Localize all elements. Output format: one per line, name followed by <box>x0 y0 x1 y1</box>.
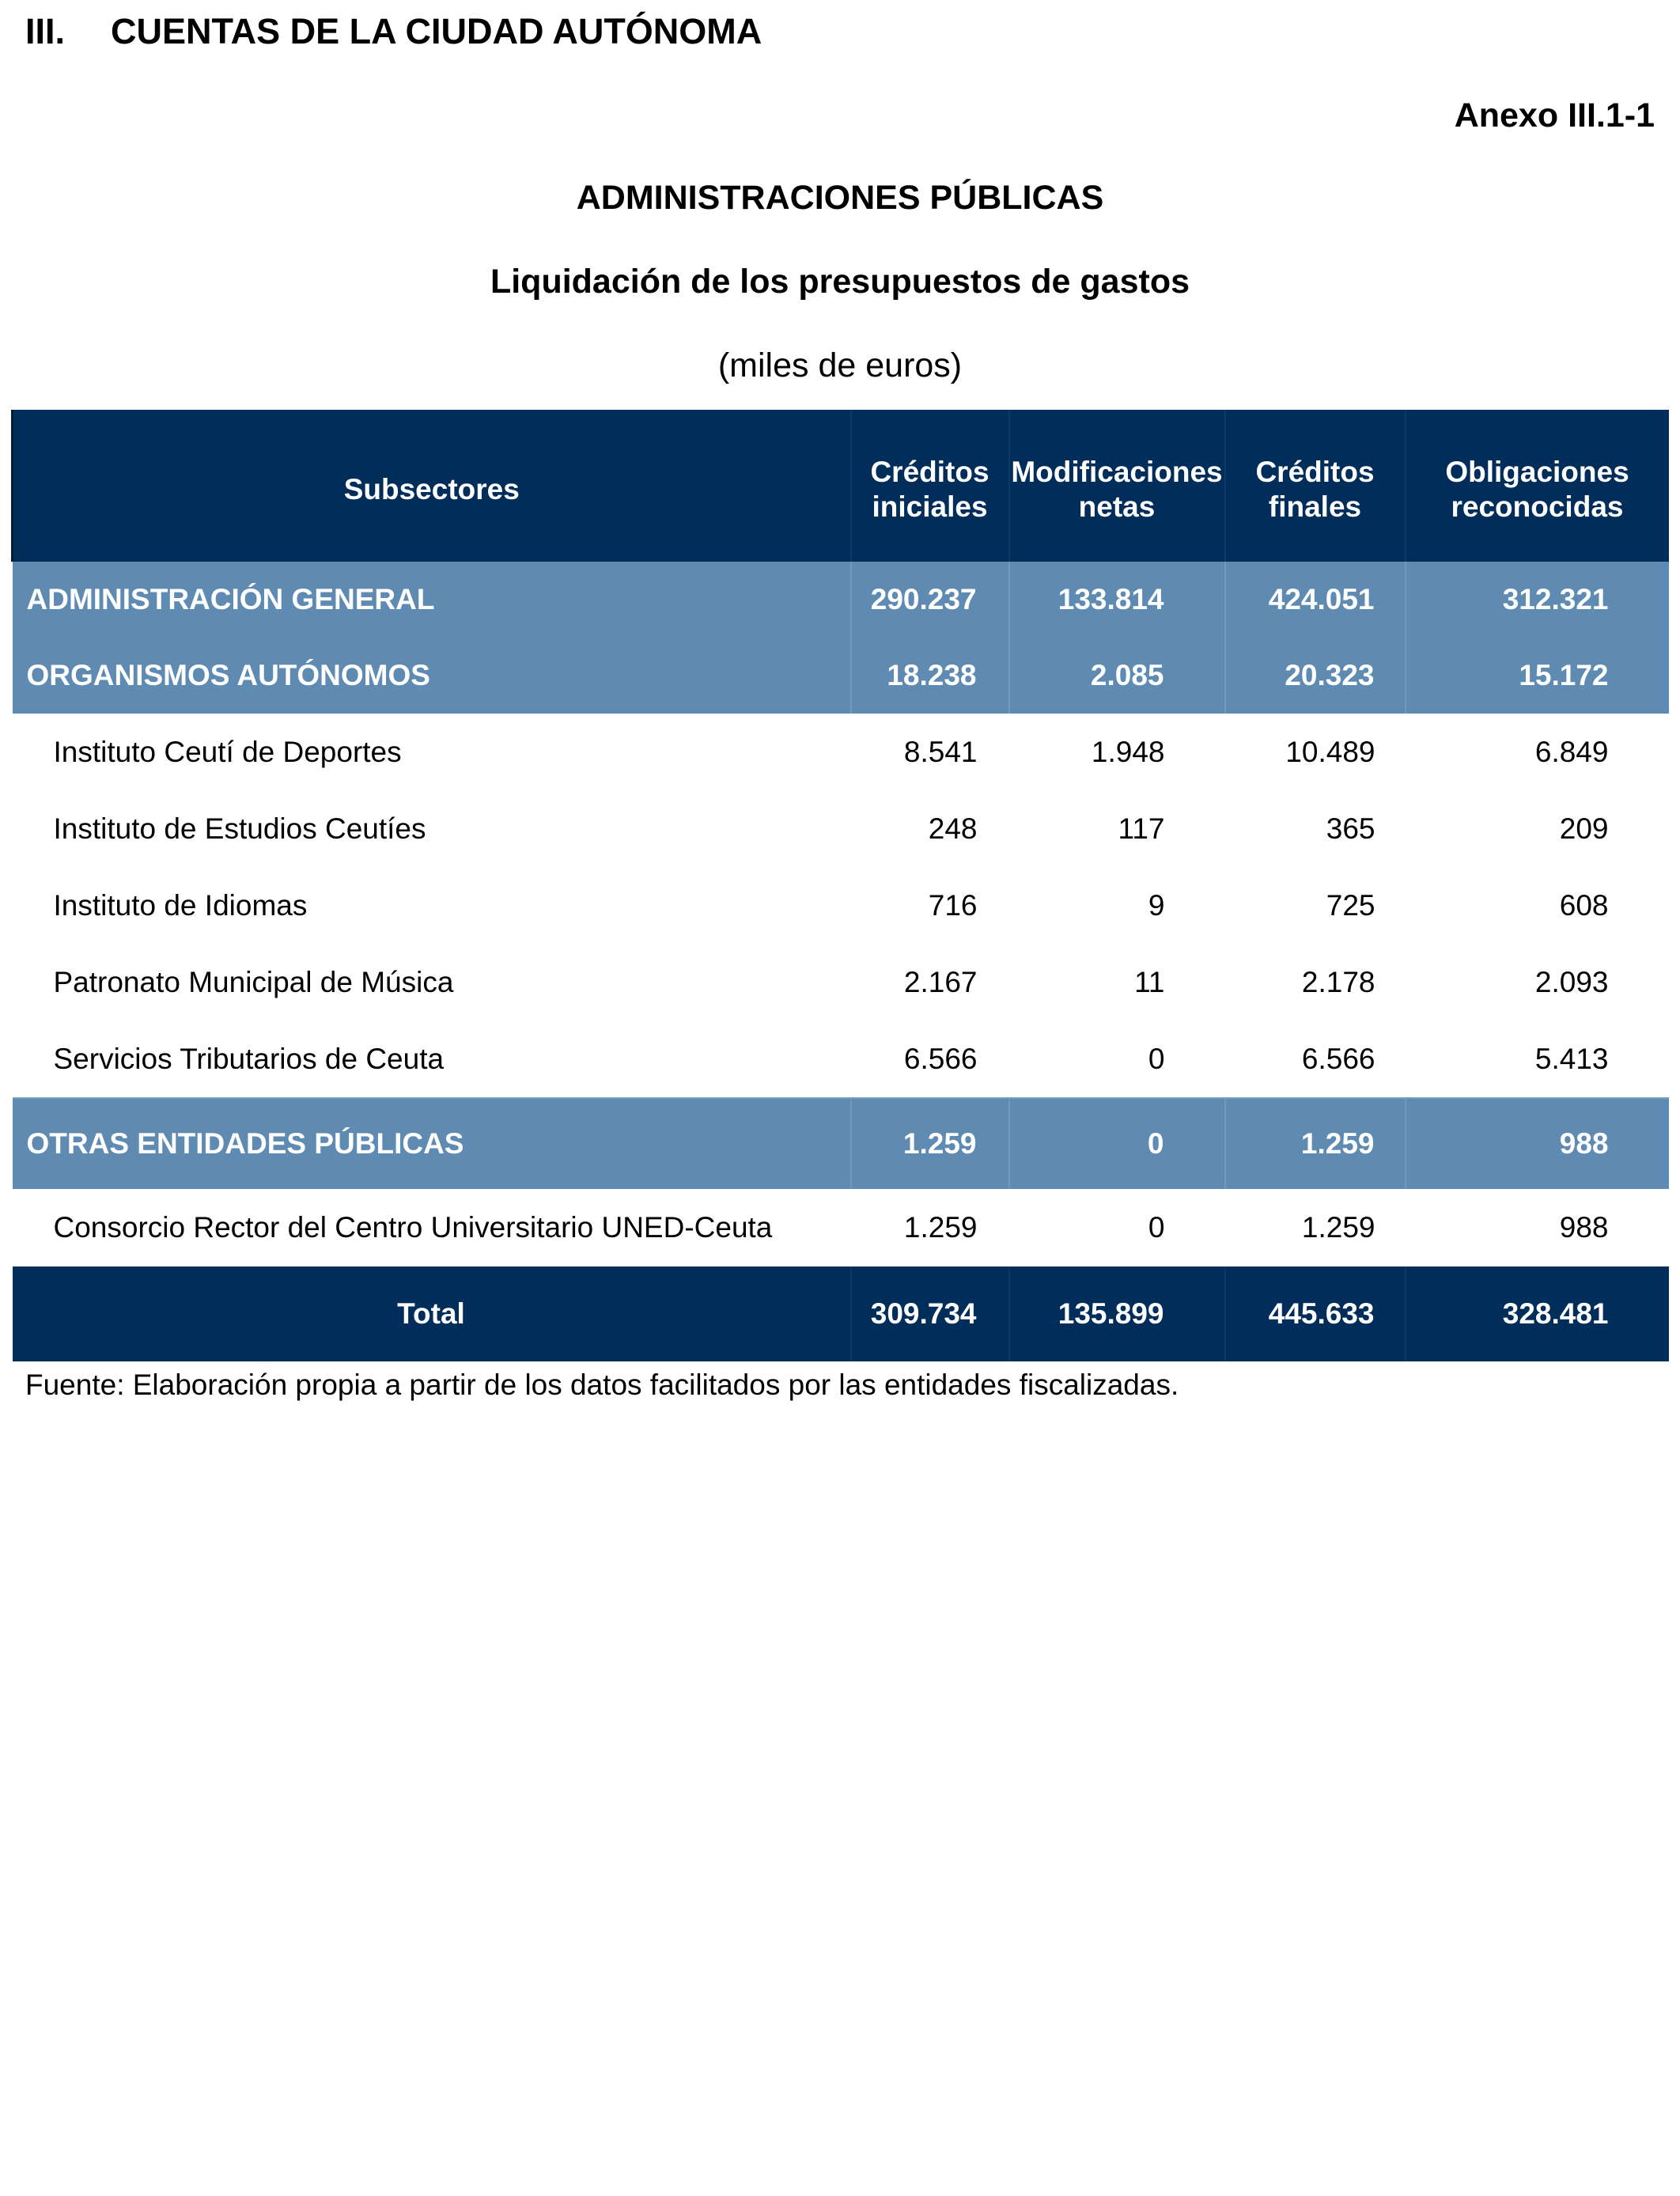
cell-creditos-finales: 1.259 <box>1225 1098 1406 1189</box>
header-creditos-iniciales: Créditos iniciales <box>851 410 1009 562</box>
row-label: Servicios Tributarios de Ceuta <box>53 1042 445 1075</box>
cell-obligaciones-reconocidas: 6.849 <box>1534 735 1609 768</box>
cell-creditos-iniciales: 18.238 <box>851 638 1009 714</box>
cell-creditos-iniciales: 8.541 <box>903 735 978 768</box>
cell-obligaciones-reconocidas: 988 <box>1559 1211 1609 1244</box>
cell-modificaciones-netas: 9 <box>1148 888 1165 922</box>
total-label: Total <box>13 1266 851 1361</box>
budget-table <box>11 410 1669 1361</box>
cell-modificaciones-netas: 2.085 <box>1009 638 1225 714</box>
table-row-otras-entidades-publicas <box>13 1098 1669 1189</box>
total-obligaciones-reconocidas: 328.481 <box>1406 1266 1669 1361</box>
header-subsectores: Subsectores <box>13 410 851 562</box>
page-subtitle: Liquidación de los presupuestos de gastos <box>490 263 1190 301</box>
table-row <box>13 714 1669 790</box>
cell-modificaciones-netas: 0 <box>1148 1211 1165 1244</box>
cell-modificaciones-netas: 1.948 <box>1091 735 1165 768</box>
cell-creditos-iniciales: 248 <box>928 812 978 845</box>
cell-obligaciones-reconocidas: 209 <box>1559 812 1609 845</box>
cell-creditos-iniciales: 1.259 <box>851 1098 1009 1189</box>
table-row <box>13 1189 1669 1266</box>
section-number: III. <box>25 11 66 51</box>
cell-modificaciones-netas: 133.814 <box>1009 562 1225 638</box>
source-note: Fuente: Elaboración propia a partir de los datos facilitados por las entidades fiscalizadas. <box>25 1369 1179 1401</box>
cell-creditos-finales: 424.051 <box>1225 562 1406 638</box>
cell-obligaciones-reconocidas: 2.093 <box>1534 965 1609 998</box>
header-obligaciones-reconocidas: Obligaciones reconocidas <box>1406 410 1669 562</box>
table-header-row <box>13 410 1669 562</box>
row-label: ADMINISTRACIÓN GENERAL <box>13 562 851 638</box>
cell-modificaciones-netas: 11 <box>1134 965 1165 998</box>
cell-obligaciones-reconocidas: 312.321 <box>1406 562 1669 638</box>
cell-obligaciones-reconocidas: 15.172 <box>1406 638 1669 714</box>
cell-creditos-finales: 20.323 <box>1225 638 1406 714</box>
cell-creditos-finales: 725 <box>1326 888 1375 922</box>
cell-modificaciones-netas: 117 <box>1118 812 1165 845</box>
cell-creditos-finales: 2.178 <box>1301 965 1375 998</box>
header-modificaciones-netas: Modificaciones netas <box>1009 410 1225 562</box>
cell-obligaciones-reconocidas: 5.413 <box>1534 1042 1609 1075</box>
cell-creditos-iniciales: 716 <box>928 888 978 922</box>
annex-label: Anexo III.1-1 <box>1454 97 1655 134</box>
table-row <box>13 1020 1669 1098</box>
page-title: ADMINISTRACIONES PÚBLICAS <box>576 179 1104 217</box>
cell-obligaciones-reconocidas: 988 <box>1406 1098 1669 1189</box>
table-total-row <box>13 1266 1669 1361</box>
cell-creditos-finales: 365 <box>1326 812 1375 845</box>
section-title: CUENTAS DE LA CIUDAD AUTÓNOMA <box>111 11 762 51</box>
cell-modificaciones-netas: 0 <box>1148 1042 1165 1075</box>
total-creditos-iniciales: 309.734 <box>851 1266 1009 1361</box>
table-row-administracion-general <box>13 562 1669 638</box>
table-row <box>13 944 1669 1020</box>
cell-obligaciones-reconocidas: 608 <box>1559 888 1609 922</box>
table-row-organismos-autonomos <box>13 638 1669 714</box>
section-heading <box>25 11 762 52</box>
units-label: (miles de euros) <box>717 346 963 384</box>
row-label: ORGANISMOS AUTÓNOMOS <box>13 638 851 714</box>
total-creditos-finales: 445.633 <box>1225 1266 1406 1361</box>
row-label: Instituto de Estudios Ceutíes <box>53 812 426 845</box>
cell-creditos-iniciales: 290.237 <box>851 562 1009 638</box>
cell-creditos-iniciales: 2.167 <box>903 965 978 998</box>
header-creditos-finales: Créditos finales <box>1225 410 1406 562</box>
row-label: Patronato Municipal de Música <box>53 965 454 998</box>
row-label: Consorcio Rector del Centro Universitario UNED-Ceuta <box>53 1211 773 1244</box>
row-label: Instituto Ceutí de Deportes <box>53 735 402 768</box>
table-row <box>13 790 1669 867</box>
table-row <box>13 867 1669 944</box>
cell-modificaciones-netas: 0 <box>1009 1098 1225 1189</box>
cell-creditos-finales: 1.259 <box>1301 1211 1375 1244</box>
row-label: Instituto de Idiomas <box>53 888 308 922</box>
cell-creditos-finales: 6.566 <box>1301 1042 1375 1075</box>
cell-creditos-iniciales: 6.566 <box>903 1042 978 1075</box>
row-label: OTRAS ENTIDADES PÚBLICAS <box>13 1098 851 1189</box>
cell-creditos-iniciales: 1.259 <box>903 1211 978 1244</box>
total-modificaciones-netas: 135.899 <box>1009 1266 1225 1361</box>
cell-creditos-finales: 10.489 <box>1285 735 1375 768</box>
